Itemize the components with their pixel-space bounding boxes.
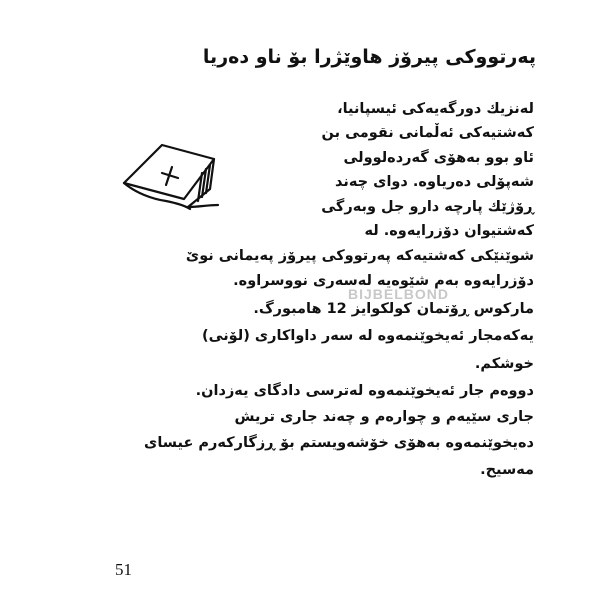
text-line: خوشكم. [474,356,534,372]
sinking-bible-icon [118,135,230,221]
text-line: دەیخوێنمەوە بەهۆی خۆشەویستم بۆ ڕزگاركەرم عیسای [144,435,534,451]
watermark: BIJBELBOND [348,286,450,302]
page-number: 51 [115,560,132,579]
text-line: مەسیح. [480,462,534,478]
text-line: شوێنێكی كەشتیەكە پەرتووكی پیرۆز پەیمانی نوێ [185,248,534,264]
text-line: ڕۆژێك پارچە دارو جل وبەرگی [321,199,534,215]
text-line: كەشتیەكی ئەڵمانی نقومی بن [321,125,534,141]
page-title: پەرتووكی پیرۆز هاوێژرا بۆ ناو دەریا [202,46,536,68]
text-line: دۆزرایەوە بەم شێوەیە لەسەری نووسراوە. [233,273,534,289]
text-line: ئاو بوو بەهۆی گەردەلوولی [343,150,534,166]
text-line: یەكەمجار ئەیخوێنمەوە لە سەر داواكاری (لۆنی) [201,328,534,344]
text-line: شەپۆلی دەریاوە. دوای چەند [335,174,534,190]
text-line: لەنزیك دورگەیەكی ئیسپانیا، [337,101,534,117]
text-line: جاری سێیەم و چوارەم و چەند جاری تریش [234,409,534,425]
text-line: ماركوس ڕۆتمان كولكوایز 12 هامبورگ. [253,301,534,317]
text-line: كەشتیوان دۆزرایەوە. لە [364,223,534,239]
text-line: دووەم جار ئەیخوێنمەوە لەترسی دادگای یەزدان. [195,383,534,399]
